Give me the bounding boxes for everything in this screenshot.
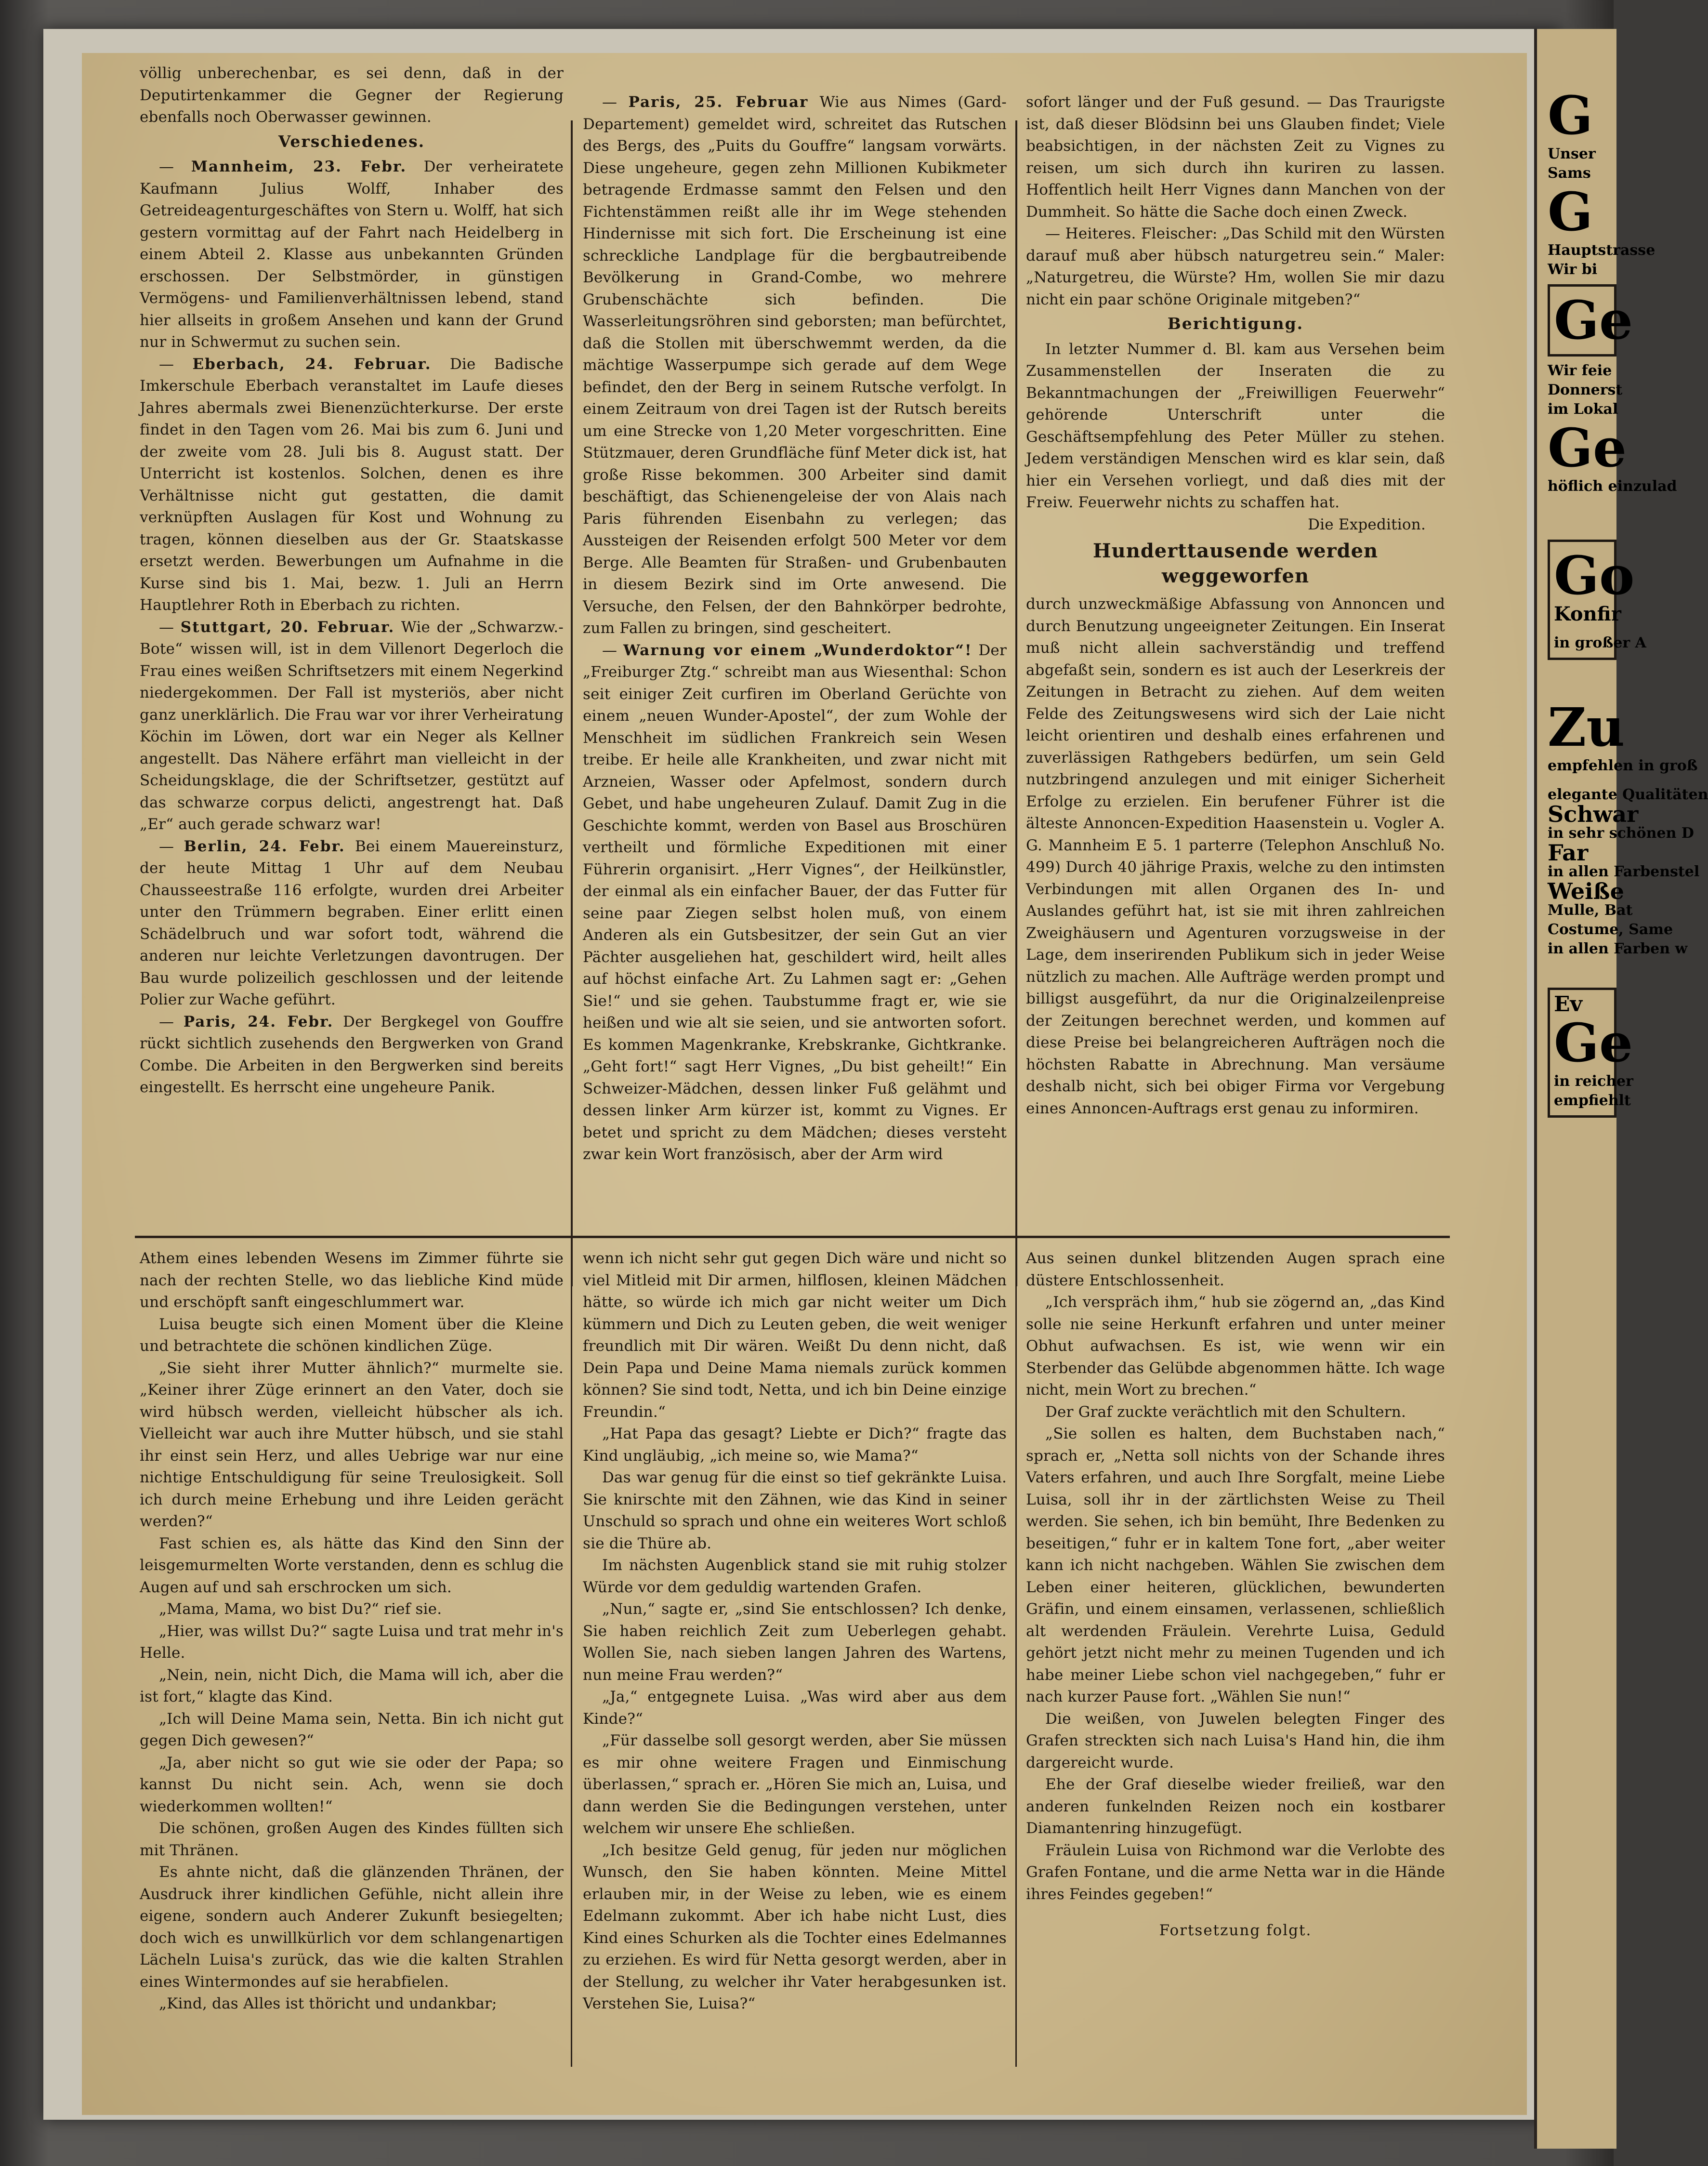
article-lead: völlig unberechenbar, es sei denn, daß in der Deputirtenkammer die Gegner der Regierung ebenfalls noch Oberwasser gewinnen. [140, 65, 564, 126]
story-paragraph: Das war genug für die einst so tief gekränkte Luisa. Sie knirschte mit den Zähnen, wie das Kind in seiner Unschuld so sprach und ohne ein weiteres Wort schloß sie die Thüre ab. [583, 1469, 1007, 1552]
fragment: Ev [1554, 992, 1583, 1017]
section-heading: Verschiedenes. [278, 132, 425, 151]
fragment: Schwar [1548, 801, 1639, 827]
news-item: — Paris, 24. Febr. Der Bergkegel von Gouffre rückt sichtlich zusehends den Bergwerken von Grand Combe. Die Arbeiten in den Bergwerken sind bereits eingestellt. Es herrscht eine ungeheure Panik. [140, 1013, 564, 1096]
fragment: Wir bi [1548, 261, 1598, 278]
story-paragraph: Es ahnte nicht, daß die glänzenden Thränen, der Ausdruck ihrer kindlichen Gefühle, nicht allein ihre eigene, sondern auch Anderer Zukunft besiegelten; doch wich es unwillkürlich vor dem schlangenartigen Lächeln Luisa's zurück, das wie die kalten Strahlen eines Wintermondes auf sie herabfielen. [140, 1863, 564, 1991]
news-item: — Warnung vor einem „Wunderdoktor“! Der „Freiburger Ztg.“ schreibt man aus Wiesenthal: Schon seit einiger Zeit curfiren im Oberland Gerüchte von einem „neuen Wunder-Apostel“, der zum Wohle der Menschheit im südlichen Frankreich sein Wesen treibe. Er heile alle Krankheiten, und zwar nicht mit Arzneien, Wasser oder Apfelmost, sondern durch Gebet, und habe ungeheuren Zulauf. Damit Zug in die Geschichte kommt, werden von Basel aus Broschüren vertheilt und förmliche Expeditionen mit einer Führerin organisirt. „Herr Vignes“, der Heilkünstler, der einmal als ein einfacher Bauer, der das Futter für seine paar Ziegen selbst holen muß, von einem Anderen als ein Gutsbesitzer, der sein Gut an vier Pächter ausgeliehen hat, geschildert wird, heilt alles auf höchst einfache Art. Zu Lahmen sagt er: „Gehen Sie!“ und sie gehen. Taubstumme fragt er, wie sie heißen und wie alt sie seien, und sie antworten sofort. Es kommen Magenkranke, Krebskranke, Gichtkranke. „Geht fort!“ sagt Herr Vignes, „Du bist geheilt!“ Ein Schweizer-Mädchen, dessen linker Fuß gelähmt und dessen linker Arm kürzer ist, kommt zu Vignes. Er betet und spricht zu dem Mädchen; dieses versteht zwar kein Wort französisch, aber der Arm wird [583, 641, 1007, 1163]
fragment: in reicher [1554, 1073, 1633, 1090]
story-paragraph: Luisa beugte sich einen Moment über die Kleine und betrachtete die schönen kindlichen Züge. [140, 1315, 564, 1355]
correction-heading: Berichtigung. [1167, 314, 1304, 333]
story-paragraph: „Hat Papa das gesagt? Liebte er Dich?“ fragte das Kind ungläubig, „ich meine so, wie Mama?“ [583, 1425, 1007, 1465]
fragment: Mulle, Bat [1548, 902, 1633, 919]
ad-text: durch unzweckmäßige Abfassung von Annoncen und durch Benutzung ungeeigneter Zeitungen. Ein Inserat muß nicht allein sachverständig und treffend abgefaßt sein, sondern es ist auch der Leserkreis der Zeitungen in Betracht zu ziehen. Auf dem weiten Felde des Zeitungswesens wird sich der Laie nicht leicht orientiren und deshalb eines erfahrenen und zuverlässigen Rathgebers bedürfen, um sein Geld nutzbringend anzulegen und mit einiger Sicherheit Erfolge zu erzielen. Ein berufener Führer ist die älteste Annoncen-Expedition Haasenstein u. Vogler A. G. Mannheim E 5. 1 parterre (Telephon Anschluß No. 499) Durch 40 jährige Praxis, welche zu den intimsten Verbindungen mit allen Organen des In- und Auslandes geführt hat, ist sie mit ihren zahlreichen Zweighäusern und Agenturen vorzugsweise in der Lage, dem inserirenden Publikum sich in jeder Weise nützlich zu machen. Alle Aufträge werden prompt und billigst ausgeführt, da nur die Originalzeilenpreise der Zeitungen berechnet werden, und kommen auf diese Preise bei belangreicheren Aufträgen noch die höchsten Rabatte in Abrechnung. Man versäume deshalb nicht, sich bei obiger Firma vor Vergebung eines Annoncen-Auftrags erst genau zu informiren. [1026, 595, 1445, 1117]
continuation-note: Fortsetzung folgt. [1159, 1922, 1312, 1939]
fragment: Donnerst [1548, 382, 1623, 398]
fragment: Unser [1548, 145, 1596, 162]
story-paragraph: Die schönen, großen Augen des Kindes füllten sich mit Thränen. [140, 1820, 564, 1859]
story-paragraph: „Ich verspräch ihm,“ hub sie zögernd an, „das Kind solle nie seine Herkunft erfahren und unter meiner Obhut aufwachsen. Es ist, wie wenn wir ein Sterbender das Gelübde abgenommen hätte. Ich wage nicht, mein Wort zu brechen.“ [1026, 1294, 1445, 1399]
news-item: — Paris, 25. Februar Wie aus Nimes (Gard-Departement) gemeldet wird, schreitet das Rutschen des Bergs, des „Puits du Gouffre“ langsam vorwärts. Diese ungeheure, gegen zehn Millionen Kubikmeter betragende Erdmasse sammt den Felsen und den Fichtenstämmen reißt alle ihr im Wege stehenden Hindernisse mit sich fort. Die Erscheinung ist eine schreckliche Landplage für die bergbautreibende Bevölkerung in Grand-Combe, wo mehrere Grubenschächte sich befinden. Die Wasserleitungsröhren sind geborsten; man befürchtet, daß die Stollen mit überschwemmt werden, da die mächtige Wasserpumpe sich gerade auf dem Wege befindet, den der Berg in seinem Rutsche verfolgt. In einem Zeitraum von drei Tagen ist der Rutsch bereits um eine Strecke von 1,20 Meter vorgeschritten. Eine Stützmauer, deren Grundfläche fünf Meter dick ist, hat große Risse bekommen. 300 Arbeiter sind damit beschäftigt, das Schienengeleise der von Alais nach Paris führenden Eisenbahn zu verlegen; das Aussteigen der Reisenden erfolgt 500 Meter vor dem Berge. Alle Beamten für Straßen- und Grubenbauten in diesem Bezirk sind im Orte anwesend. Die Versuche, den Felsen, der den Bahnkörper bedrohte, zum Fallen zu bringen, sind gescheitert. [583, 93, 1007, 637]
column-top-middle [583, 92, 1007, 1166]
fragment: im Lokal [1548, 401, 1618, 418]
fragment: Go [1554, 544, 1635, 607]
story-paragraph: Die weißen, von Juwelen belegten Finger des Grafen streckten sich nach Luisa's Hand hin, die ihm dargereicht wurde. [1026, 1710, 1445, 1771]
column-rule [571, 120, 573, 1286]
fragment: Wir feie [1548, 362, 1612, 379]
fragment: Konfir [1554, 603, 1621, 625]
fragment: empfiehlt [1554, 1092, 1631, 1109]
story-column-right [1026, 1248, 1445, 1942]
story-paragraph: Ehe der Graf dieselbe wieder freiließ, war den anderen funkelnden Reizen noch ein kostbarer Diamantenring hinzugefügt. [1026, 1776, 1445, 1837]
ad-box [1548, 540, 1646, 660]
story-paragraph: „Kind, das Alles ist thöricht und undankbar; [159, 1995, 497, 2012]
joke: — Heiteres. Fleischer: „Das Schild mit den Würsten darauf muß aber hübsch naturgetreu sein.“ Maler: „Naturgetreu, die Würste? Hm, wollen Sie mir dazu nicht ein paar schöne Originale mitgeben?“ [1026, 225, 1445, 308]
fragment: in großer A [1554, 634, 1646, 651]
story-paragraph: Der Graf zuckte verächtlich mit den Schultern. [1045, 1403, 1406, 1421]
story-paragraph: „Sie sieht ihrer Mutter ähnlich?“ murmelte sie. „Keiner ihrer Züge erinnert an den Vater, doch sie wird hübsch werden, vielleicht hübscher als ich. Vielleicht war auch ihre Mutter hübsch, und sie stahl ihr einst sein Herz, und alles Uebrige war nur eine nichtige Entschuldigung für seine Treulosigkeit. Soll ich durch meine Erhebung und ihre Leiden gerächt werden?“ [140, 1359, 564, 1530]
correction-signature: Die Expedition. [1308, 515, 1426, 533]
story-paragraph: „Ja, aber nicht so gut wie sie oder der Papa; so kannst Du nicht sein. Ach, wenn sie doch wiederkommen wollten!“ [140, 1754, 564, 1815]
story-paragraph: „Ich besitze Geld genug, für jeden nur möglichen Wunsch, den Sie haben könnten. Meine Mittel erlauben mir, in der Weise zu leben, wie es einem Edelmann zukommt. Aber ich habe nicht Lust, dies Kind eines Schurken als die Tochter eines Edelmannes zu erziehen. Es wird für Netta gesorgt werden, aber in der Stellung, zu welcher ihr Vater herabgesunken ist. Verstehen Sie, Luisa?“ [583, 1841, 1007, 2012]
fragment: Hauptstrasse [1548, 242, 1655, 259]
correction-text: In letzter Nummer d. Bl. kam aus Versehen beim Zusammenstellen der Inseraten die zu Bekanntmachungen der „Freiwilligen Feuerwehr“ gehörende Unterschrift unter die Geschäftsempfehlung des Peter Müller zu stehen. Jedem verständigen Menschen wird es klar sein, daß hier ein Versehen vorliegt, und daß dies mit der Freiw. Feuerwehr nichts zu schaffen hat. [1026, 340, 1445, 511]
story-paragraph: Aus seinen dunkel blitzenden Augen sprach eine düstere Entschlossenheit. [1026, 1250, 1445, 1289]
adjacent-page-edge [1534, 29, 1708, 2149]
fragment: Ge [1554, 1012, 1633, 1074]
fragment: G [1548, 181, 1593, 243]
story-paragraph: „Sie sollen es halten, dem Buchstaben nach,“ sprach er, „Netta soll nichts von der Schande ihres Vaters erfahren, und auch Ihre Sorgfalt, meine Liebe Luisa, soll ihr in der zärtlichsten Weise zu Theil werden. Sie sehen, ich bin bemüht, Ihre Bedenken zu beseitigen,“ fuhr er in kaltem Tone fort, „aber weiter kann ich nicht nachgeben. Wählen Sie zwischen dem Leben einer heiteren, glücklichen, bewunderten Gräfin, und einem einsamen, verlassenen, schließlich alt werdenden Fräulein. Verehrte Luisa, Geduld gehört jetzt nicht mehr zu meinen Tugenden und ich habe meiner Liebe schon viel nachgegeben,“ fuhr er nach kurzer Pause fort. „Wählen Sie nun!“ [1026, 1425, 1445, 1705]
ad-box [1548, 988, 1633, 1118]
fragment: Far [1548, 840, 1589, 866]
news-item: — Eberbach, 24. Februar. Die Badische Imkerschule Eberbach veranstaltet im Laufe dieses Jahres abermals zwei Bienenzüchterkurse. Der erste findet in den Tagen vom 26. Mai bis zum 6. Juni und der zweite vom 28. Juli bis 8. August statt. Der Unterricht ist kostenlos. Solchen, denen es ihre Verhältnisse nicht gut gestatten, die damit verknüpften Auslagen für Kost und Wohnung zu tragen, können dieselben aus der Gr. Staatskasse ersetzt werden. Bewerbungen um Aufnahme in die Kurse sind bis 1. Mai, bezw. 1. Juli an Herrn Hauptlehrer Roth in Eberbach zu richten. [140, 355, 564, 614]
fragment: elegante Qualitäten [1548, 786, 1708, 803]
ad-box [1548, 284, 1633, 357]
story-paragraph: Im nächsten Augenblick stand sie mit ruhig stolzer Würde vor dem geduldig wartenden Grafen. [583, 1557, 1007, 1596]
story-paragraph: „Nun,“ sagte er, „sind Sie entschlossen? Ich denke, Sie haben reichlich Zeit zum Ueberlegen gehabt. Wollen Sie, nach sieben langen Jahren des Wartens, nun meine Frau werden?“ [583, 1600, 1007, 1684]
fragment: in allen Farben w [1548, 940, 1688, 957]
story-paragraph: „Mama, Mama, wo bist Du?“ rief sie. [159, 1600, 442, 1618]
story-column-middle [583, 1248, 1007, 2015]
news-item: — Mannheim, 23. Febr. Der verheiratete Kaufmann Julius Wolff, Inhaber des Getreideagenturgeschäftes von Stern u. Wolff, hat sich gestern vormittag auf der Fahrt nach Heidelberg in einem Abteil 2. Klasse aus unbekannten Gründen erschossen. Der Selbstmörder, in günstigen Vermögens- und Familienverhältnissen lebend, stand hier allseits in großem Ansehen und kann der Grund nur in Schwermut zu suchen sein. [140, 158, 564, 351]
story-paragraph: wenn ich nicht sehr gut gegen Dich wäre und nicht so viel Mitleid mit Dir armen, hilflosen, kleinen Mädchen hätte, so würde ich mich gar nicht weiter um Dich kümmern und Dich zu Leuten geben, die weit weniger freundlich mit Dir wären. Weißt Du denn nicht, daß Dein Papa und Deine Mama niemals zurück kommen können? Sie sind todt, Netta, und ich bin Deine einzige Freundin.“ [583, 1250, 1007, 1421]
fragment: empfehlen in groß [1548, 757, 1698, 774]
fragment: G [1548, 84, 1593, 146]
fragment: höflich einzulad [1548, 478, 1677, 495]
story-paragraph: Fräulein Luisa von Richmond war die Verlobte des Grafen Fontane, und die arme Netta war in die Hände ihres Feindes gegeben!“ [1026, 1841, 1445, 1903]
column-rule [571, 1248, 572, 2067]
fragment: Zu [1548, 696, 1625, 758]
fragment: Costume, Same [1548, 921, 1673, 938]
fragment: Ge [1554, 289, 1633, 351]
story-paragraph: Athem eines lebenden Wesens im Zimmer führte sie nach der rechten Stelle, wo das liebliche Kind müde und erschöpft sanft eingeschlummert war. [140, 1250, 564, 1311]
story-paragraph: „Hier, was willst Du?“ sagte Luisa und trat mehr in's Helle. [140, 1622, 564, 1662]
story-paragraph: „Für dasselbe soll gesorgt werden, aber Sie müssen es mir ohne weitere Fragen und Einmischung überlassen,“ sprach er. „Hören Sie mich an, Luisa, und dann werden Sie die Bedingungen verstehen, unter welchem wir unsere Ehe schließen. [583, 1732, 1007, 1837]
column-rule [1015, 120, 1017, 1286]
news-item: — Stuttgart, 20. Februar. Wie der „Schwarzw.-Bote“ wissen will, ist in dem Villenort Degerloch die Frau eines weißen Schriftsetzers mit einem Negerkind niedergekommen. Der Fall ist mysteriös, aber nicht ganz unerklärlich. Die Frau war vor ihrer Verheiratung Köchin im Löwen, dort war ein Neger als Kellner angestellt. Das Nähere erfährt man vielleicht in der Scheidungsklage, die der Schriftsetzer, gestützt auf das schwarze corpus delicti, angestrengt hat. Daß „Er“ auch gerade schwarz war! [140, 618, 564, 833]
ad-heading: Hunderttausende werden weggeworfen [1092, 540, 1379, 587]
story-paragraph: „Nein, nein, nicht Dich, die Mama will ich, aber die ist fort,“ klagte das Kind. [140, 1666, 564, 1705]
story-paragraph: „Ja,“ entgegnete Luisa. „Was wird aber aus dem Kinde?“ [583, 1688, 1007, 1728]
fragment: in sehr schönen D [1548, 825, 1694, 842]
newspaper-page [82, 53, 1527, 2115]
news-item: — Berlin, 24. Febr. Bei einem Mauereinsturz, der heute Mittag 1 Uhr auf dem Neubau Chausseestraße 116 erfolgte, wurden drei Arbeiter unter den Trümmern begraben. Einer erlitt einen Schädelbruch und war sofort todt, während die anderen nur leichte Verletzungen davontrugen. Der Bau wurde polizeilich geschlossen und der leitende Polier zur Wache geführt. [140, 837, 564, 1008]
story-paragraph: Fast schien es, als hätte das Kind den Sinn der leisgemurmelten Worte verstanden, denn es schlug die Augen auf und sah erschrocken um sich. [140, 1534, 564, 1596]
column-top-left [140, 63, 564, 1099]
column-top-right [1026, 92, 1445, 1120]
fragment: in allen Farbenstel [1548, 863, 1700, 880]
article-lead: sofort länger und der Fuß gesund. — Das Traurigste ist, daß dieser Blödsinn bei uns Glauben findet; Viele beabsichtigen, in der nächsten Zeit zu Vignes zu reisen, um sich durch ihn kuriren zu lassen. Hoffentlich heilt Herr Vignes dann Manchen von der Dummheit. So hätte die Sache doch einen Zweck. [1026, 93, 1445, 221]
fragment: Weiße [1548, 878, 1624, 904]
story-paragraph: „Ich will Deine Mama sein, Netta. Bin ich nicht gut gegen Dich gewesen?“ [140, 1710, 564, 1749]
fragment: Ge [1548, 417, 1627, 479]
horizontal-rule [135, 1236, 1450, 1238]
column-rule [1015, 1248, 1017, 2067]
fragment: Sams [1548, 165, 1591, 182]
story-column-left [140, 1248, 564, 2015]
